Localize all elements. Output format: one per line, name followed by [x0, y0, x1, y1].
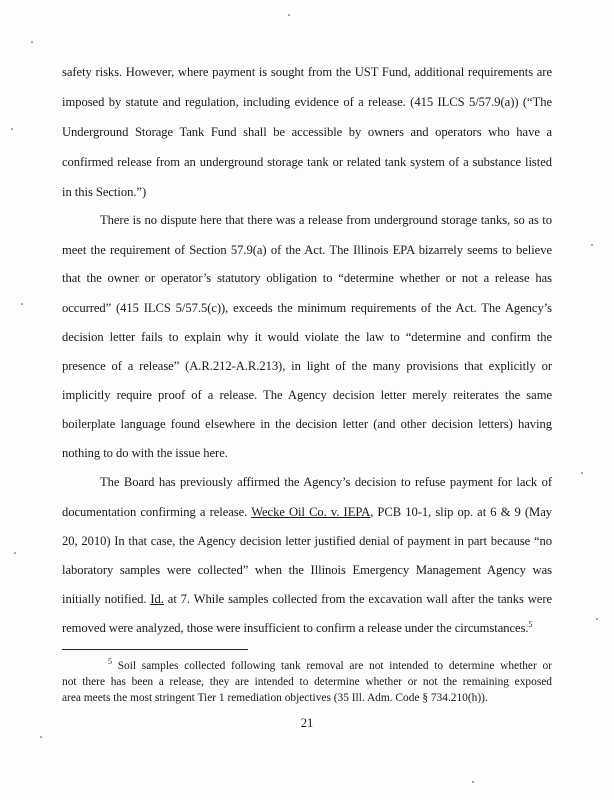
paragraph-2-line-1: There is no dispute here that there was a release from underground storage tanks, so as to [100, 213, 552, 227]
footnote-line-3: area meets the most stringent Tier 1 remediation objectives (35 Ill. Adm. Code § 734.210(h)). [62, 692, 488, 704]
footnote-line-2: not there has been a release, they are intended to determine whether or not the remaining exposed [62, 676, 552, 688]
paragraph-2-line-4: occurred” (415 ILCS 5/57.5(c)), exceeds the minimum requirements of the Act. The Agency’s [62, 301, 552, 315]
paragraph-2-line-9: nothing to do with the issue here. [62, 446, 228, 460]
paragraph-1-line-4: confirmed release from an underground storage tank or related tank system of a substance listed [62, 155, 552, 169]
paragraph-1-line-5: in this Section.”) [62, 185, 147, 199]
paragraph-2-line-8: boilerplate language found elsewhere in the decision letter (and other decision letters) having [62, 417, 552, 431]
paragraph-1-line-3: Underground Storage Tank Fund shall be accessible by owners and operators who have a [62, 125, 552, 139]
footnote-line-1 [108, 659, 552, 673]
paragraph-3-line-5-start: initially notified. [62, 592, 151, 606]
scan-speck [21, 303, 23, 305]
paragraph-2-line-3: that the owner or operator’s statutory obligation to “determine whether or not a release has [62, 271, 552, 285]
paragraph-2-line-5: decision letter fails to explain why it would violate the law to “determine and confirm the [62, 330, 552, 344]
paragraph-3-line-6 [62, 620, 552, 636]
paragraph-1-line-1: safety risks. However, where payment is sought from the UST Fund, additional requirements are [62, 65, 552, 79]
paragraph-3-line-2 [62, 504, 552, 520]
footnote-line-1-text: Soil samples collected following tank removal are not intended to determine whether or [117, 660, 552, 672]
paragraph-3-line-5 [62, 591, 552, 607]
scan-speck [288, 14, 290, 16]
paragraph-3-line-6-text: removed were analyzed, those were insufficient to confirm a release under the circumstances. [62, 621, 529, 635]
case-citation: Wecke Oil Co. v. IEPA [251, 505, 371, 519]
paragraph-3-line-2-start: documentation confirming a release. [62, 505, 252, 519]
paragraph-3-line-3: 20, 2010) In that case, the Agency decision letter justified denial of payment in part because “no [62, 534, 552, 548]
paragraph-2-line-6: presence of a release” (A.R.212-A.R.213), in light of the many provisions that explicitly or [62, 359, 552, 373]
footnote-separator [62, 649, 248, 650]
id-citation: Id. [150, 592, 164, 606]
paragraph-1-line-2: imposed by statute and regulation, including evidence of a release. (415 ILCS 5/57.9(a)) (“The [62, 95, 552, 109]
page-number: 21 [300, 716, 314, 730]
scan-speck [14, 552, 16, 554]
scan-speck [11, 128, 13, 130]
paragraph-3-line-2-end: , PCB 10-1, slip op. at 6 & 9 (May [370, 505, 552, 519]
scan-speck [581, 472, 583, 474]
paragraph-2-line-7: implicitly require proof of a release. The Agency decision letter merely reiterates the same [62, 388, 552, 402]
paragraph-3-line-5-end: at 7. While samples collected from the excavation wall after the tanks were [163, 592, 553, 606]
scan-speck [472, 781, 474, 783]
paragraph-2-line-2: meet the requirement of Section 57.9(a) of the Act. The Illinois EPA bizarrely seems to believe [62, 243, 552, 257]
scan-speck [40, 736, 42, 738]
paragraph-3-line-4: laboratory samples were collected” when the Illinois Emergency Management Agency was [62, 563, 552, 577]
footnote-reference: 5 [528, 619, 533, 629]
paragraph-3-line-1: The Board has previously affirmed the Agency’s decision to refuse payment for lack of [100, 475, 552, 489]
scan-speck [31, 41, 33, 43]
scan-speck [591, 244, 593, 246]
scan-speck [596, 618, 598, 620]
footnote-marker: 5 [108, 657, 112, 667]
